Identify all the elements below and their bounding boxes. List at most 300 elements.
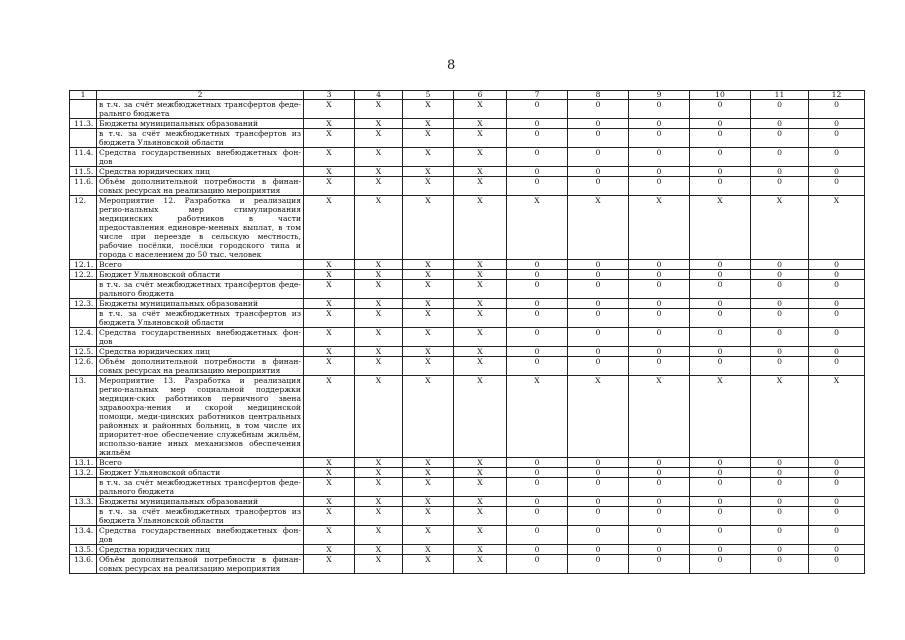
value-cell: 0	[507, 260, 568, 270]
value-cell: 0	[507, 167, 568, 177]
value-cell: 0	[629, 119, 690, 129]
value-cell: X	[355, 270, 403, 280]
value-cell: X	[629, 196, 690, 260]
value-cell: 0	[629, 100, 690, 119]
row-number: 13.2.	[70, 468, 97, 478]
value-cell: X	[454, 478, 507, 497]
value-cell: X	[403, 555, 454, 574]
value-cell: 0	[751, 328, 809, 347]
table-row	[70, 526, 865, 545]
value-cell: 0	[809, 270, 865, 280]
value-cell: 0	[568, 280, 629, 299]
value-cell: 0	[809, 167, 865, 177]
row-number: 12.2.	[70, 270, 97, 280]
value-cell: 0	[568, 100, 629, 119]
value-cell: X	[403, 468, 454, 478]
table-row	[70, 260, 865, 270]
value-cell: 0	[690, 468, 751, 478]
value-cell: X	[751, 196, 809, 260]
value-cell: X	[355, 148, 403, 167]
table-row	[70, 129, 865, 148]
row-number: 12.4.	[70, 328, 97, 347]
table-row	[70, 468, 865, 478]
value-cell: X	[355, 468, 403, 478]
value-cell: X	[454, 458, 507, 468]
value-cell: X	[304, 478, 355, 497]
row-number: 12.6.	[70, 357, 97, 376]
value-cell: 0	[629, 468, 690, 478]
value-cell: X	[568, 376, 629, 458]
value-cell: X	[403, 458, 454, 468]
table-row	[70, 119, 865, 129]
value-cell: 0	[751, 299, 809, 309]
table-row	[70, 545, 865, 555]
row-description: Объём дополнительной потребности в финан-совых ресурсах на реализацию мероприятия	[97, 177, 304, 196]
value-cell: 0	[809, 119, 865, 129]
value-cell: X	[355, 299, 403, 309]
value-cell: 0	[568, 545, 629, 555]
value-cell: X	[454, 526, 507, 545]
value-cell: 0	[507, 526, 568, 545]
row-description: Средства юридических лиц	[97, 167, 304, 177]
value-cell: X	[454, 347, 507, 357]
row-number	[70, 507, 97, 526]
table-row	[70, 328, 865, 347]
value-cell: 0	[809, 177, 865, 196]
table-row	[70, 357, 865, 376]
value-cell: X	[355, 357, 403, 376]
value-cell: 0	[751, 148, 809, 167]
row-number: 12.5.	[70, 347, 97, 357]
row-number	[70, 100, 97, 119]
row-description: Бюджеты муниципальных образований	[97, 497, 304, 507]
column-number: 7	[507, 91, 568, 100]
row-description: Средства юридических лиц	[97, 545, 304, 555]
value-cell: X	[454, 357, 507, 376]
value-cell: X	[355, 526, 403, 545]
value-cell: 0	[568, 458, 629, 468]
value-cell: 0	[629, 309, 690, 328]
value-cell: X	[454, 177, 507, 196]
value-cell: X	[809, 196, 865, 260]
value-cell: 0	[690, 328, 751, 347]
value-cell: X	[304, 260, 355, 270]
value-cell: 0	[809, 497, 865, 507]
row-description: Всего	[97, 458, 304, 468]
value-cell: 0	[751, 280, 809, 299]
value-cell: X	[355, 376, 403, 458]
table-row	[70, 280, 865, 299]
value-cell: X	[304, 309, 355, 328]
value-cell: 0	[568, 347, 629, 357]
value-cell: X	[403, 497, 454, 507]
value-cell: X	[355, 100, 403, 119]
value-cell: 0	[507, 299, 568, 309]
value-cell: 0	[690, 555, 751, 574]
value-cell: X	[454, 309, 507, 328]
value-cell: X	[304, 468, 355, 478]
row-number: 12.1.	[70, 260, 97, 270]
value-cell: X	[304, 328, 355, 347]
row-number: 11.3.	[70, 119, 97, 129]
value-cell: X	[355, 260, 403, 270]
row-number	[70, 309, 97, 328]
value-cell: X	[507, 196, 568, 260]
value-cell: X	[355, 177, 403, 196]
row-description: Бюджеты муниципальных образований	[97, 119, 304, 129]
value-cell: X	[304, 270, 355, 280]
value-cell: 0	[507, 100, 568, 119]
value-cell: X	[304, 280, 355, 299]
value-cell: X	[355, 555, 403, 574]
value-cell: 0	[690, 270, 751, 280]
value-cell: X	[403, 478, 454, 497]
value-cell: X	[809, 376, 865, 458]
row-description: Мероприятие 13. Разработка и реализация регио-нальных мер социальной поддержки медицин-ских работников первичного звена здравоохра-нения и скорой медицинской помощи, меди-цинских работников центральных районных и районных больниц, в том числе их приоритет-ное обеспечение служебным жильём, использо-вание иных механизмов обеспечения жильём	[97, 376, 304, 458]
value-cell: 0	[809, 328, 865, 347]
value-cell: 0	[507, 468, 568, 478]
value-cell: X	[355, 347, 403, 357]
value-cell: X	[507, 376, 568, 458]
value-cell: 0	[809, 299, 865, 309]
table-row	[70, 196, 865, 260]
value-cell: X	[304, 357, 355, 376]
value-cell: 0	[751, 497, 809, 507]
value-cell: 0	[690, 100, 751, 119]
value-cell: 0	[629, 328, 690, 347]
value-cell: 0	[507, 177, 568, 196]
row-description: Средства государственных внебюджетных фон-дов	[97, 526, 304, 545]
value-cell: 0	[809, 100, 865, 119]
value-cell: X	[304, 100, 355, 119]
value-cell: X	[304, 196, 355, 260]
value-cell: X	[355, 328, 403, 347]
table-row	[70, 458, 865, 468]
value-cell: X	[629, 376, 690, 458]
value-cell: 0	[507, 545, 568, 555]
value-cell: X	[454, 545, 507, 555]
value-cell: 0	[568, 309, 629, 328]
value-cell: X	[355, 280, 403, 299]
row-description: в т.ч. за счёт межбюджетных трансфертов из бюджета Ульяновской области	[97, 129, 304, 148]
value-cell: 0	[568, 299, 629, 309]
value-cell: X	[403, 507, 454, 526]
value-cell: X	[568, 196, 629, 260]
value-cell: 0	[751, 526, 809, 545]
table-row	[70, 270, 865, 280]
column-number: 8	[568, 91, 629, 100]
value-cell: X	[690, 196, 751, 260]
value-cell: 0	[690, 280, 751, 299]
value-cell: X	[304, 376, 355, 458]
value-cell: 0	[690, 167, 751, 177]
value-cell: 0	[809, 555, 865, 574]
row-number	[70, 478, 97, 497]
table-row	[70, 376, 865, 458]
value-cell: 0	[629, 458, 690, 468]
table-row	[70, 148, 865, 167]
table-row	[70, 177, 865, 196]
value-cell: 0	[809, 357, 865, 376]
value-cell: 0	[629, 347, 690, 357]
row-description: в т.ч. за счёт межбюджетных трансфертов феде-рального бюджета	[97, 280, 304, 299]
value-cell: 0	[690, 129, 751, 148]
value-cell: 0	[690, 347, 751, 357]
value-cell: X	[454, 555, 507, 574]
value-cell: 0	[751, 347, 809, 357]
table-row	[70, 299, 865, 309]
value-cell: 0	[751, 260, 809, 270]
value-cell: X	[403, 309, 454, 328]
value-cell: 0	[568, 119, 629, 129]
value-cell: X	[454, 119, 507, 129]
value-cell: X	[454, 167, 507, 177]
column-number: 11	[751, 91, 809, 100]
value-cell: 0	[751, 555, 809, 574]
value-cell: X	[454, 497, 507, 507]
value-cell: 0	[751, 167, 809, 177]
value-cell: X	[454, 299, 507, 309]
value-cell: X	[454, 376, 507, 458]
row-description: Средства государственных внебюджетных фон-дов	[97, 148, 304, 167]
value-cell: X	[454, 328, 507, 347]
table-row	[70, 507, 865, 526]
table-row	[70, 478, 865, 497]
value-cell: 0	[809, 545, 865, 555]
value-cell: 0	[507, 507, 568, 526]
value-cell: 0	[629, 148, 690, 167]
row-number: 12.3.	[70, 299, 97, 309]
value-cell: 0	[629, 299, 690, 309]
value-cell: X	[403, 376, 454, 458]
value-cell: 0	[809, 309, 865, 328]
column-number-row	[70, 91, 865, 100]
table-row	[70, 100, 865, 119]
value-cell: 0	[629, 260, 690, 270]
row-number: 11.5.	[70, 167, 97, 177]
value-cell: 0	[690, 507, 751, 526]
financing-table	[69, 90, 865, 574]
value-cell: 0	[690, 119, 751, 129]
value-cell: X	[403, 119, 454, 129]
value-cell: 0	[690, 357, 751, 376]
value-cell: 0	[751, 119, 809, 129]
row-number: 13.6.	[70, 555, 97, 574]
value-cell: X	[304, 167, 355, 177]
column-number: 5	[403, 91, 454, 100]
value-cell: X	[751, 376, 809, 458]
value-cell: X	[454, 270, 507, 280]
value-cell: X	[304, 177, 355, 196]
value-cell: 0	[568, 468, 629, 478]
value-cell: 0	[809, 478, 865, 497]
value-cell: 0	[568, 478, 629, 497]
row-description: Средства государственных внебюджетных фон-дов	[97, 328, 304, 347]
value-cell: 0	[507, 280, 568, 299]
value-cell: X	[454, 129, 507, 148]
value-cell: X	[403, 148, 454, 167]
value-cell: X	[304, 458, 355, 468]
value-cell: 0	[690, 526, 751, 545]
row-number: 13.	[70, 376, 97, 458]
row-number: 12.	[70, 196, 97, 260]
value-cell: X	[454, 100, 507, 119]
value-cell: 0	[507, 458, 568, 468]
value-cell: 0	[568, 526, 629, 545]
value-cell: X	[304, 299, 355, 309]
value-cell: 0	[629, 129, 690, 148]
value-cell: 0	[629, 167, 690, 177]
value-cell: 0	[809, 526, 865, 545]
table-row	[70, 555, 865, 574]
value-cell: X	[304, 526, 355, 545]
value-cell: 0	[751, 309, 809, 328]
value-cell: X	[403, 347, 454, 357]
value-cell: X	[454, 196, 507, 260]
value-cell: X	[403, 260, 454, 270]
value-cell: 0	[629, 507, 690, 526]
value-cell: 0	[751, 507, 809, 526]
value-cell: 0	[507, 478, 568, 497]
row-number: 13.5.	[70, 545, 97, 555]
value-cell: 0	[751, 129, 809, 148]
value-cell: 0	[568, 497, 629, 507]
column-number: 1	[70, 91, 97, 100]
row-description: в т.ч. за счёт межбюджетных трансфертов из бюджета Ульяновской области	[97, 309, 304, 328]
value-cell: 0	[629, 526, 690, 545]
value-cell: 0	[568, 129, 629, 148]
value-cell: X	[355, 309, 403, 328]
value-cell: 0	[690, 260, 751, 270]
value-cell: 0	[568, 270, 629, 280]
value-cell: X	[355, 497, 403, 507]
value-cell: X	[454, 148, 507, 167]
value-cell: 0	[690, 177, 751, 196]
value-cell: 0	[751, 357, 809, 376]
row-description: Бюджет Ульяновской области	[97, 468, 304, 478]
value-cell: X	[403, 280, 454, 299]
value-cell: X	[454, 280, 507, 299]
value-cell: 0	[507, 357, 568, 376]
row-description: Всего	[97, 260, 304, 270]
value-cell: 0	[751, 100, 809, 119]
value-cell: 0	[809, 468, 865, 478]
row-number	[70, 129, 97, 148]
value-cell: 0	[809, 458, 865, 468]
row-number: 13.3.	[70, 497, 97, 507]
column-number: 3	[304, 91, 355, 100]
row-description: Объём дополнительной потребности в финан-совых ресурсах на реализацию мероприятия	[97, 555, 304, 574]
value-cell: 0	[507, 270, 568, 280]
value-cell: 0	[751, 478, 809, 497]
column-number: 6	[454, 91, 507, 100]
table-row	[70, 309, 865, 328]
row-description: Бюджет Ульяновской области	[97, 270, 304, 280]
value-cell: X	[304, 347, 355, 357]
value-cell: 0	[629, 555, 690, 574]
value-cell: X	[355, 478, 403, 497]
value-cell: X	[403, 167, 454, 177]
value-cell: 0	[629, 545, 690, 555]
value-cell: 0	[751, 545, 809, 555]
column-number: 9	[629, 91, 690, 100]
value-cell: 0	[629, 280, 690, 299]
value-cell: X	[403, 100, 454, 119]
value-cell: 0	[507, 328, 568, 347]
value-cell: X	[403, 177, 454, 196]
value-cell: X	[355, 507, 403, 526]
page-number: 8	[447, 58, 456, 73]
column-number: 10	[690, 91, 751, 100]
value-cell: 0	[751, 177, 809, 196]
value-cell: X	[454, 468, 507, 478]
table-row	[70, 347, 865, 357]
column-number: 2	[97, 91, 304, 100]
value-cell: 0	[629, 270, 690, 280]
table-row	[70, 497, 865, 507]
row-description: Бюджеты муниципальных образований	[97, 299, 304, 309]
row-description: Средства юридических лиц	[97, 347, 304, 357]
value-cell: 0	[690, 309, 751, 328]
value-cell: X	[403, 545, 454, 555]
row-description: в т.ч. за счёт межбюджетных трансфертов феде-рального бюджета	[97, 478, 304, 497]
value-cell: 0	[690, 478, 751, 497]
row-description: Объём дополнительной потребности в финан-совых ресурсах на реализацию мероприятия	[97, 357, 304, 376]
value-cell: X	[355, 119, 403, 129]
row-number	[70, 280, 97, 299]
row-description: в т.ч. за счёт межбюджетных трансфертов из бюджета Ульяновской области	[97, 507, 304, 526]
value-cell: 0	[809, 507, 865, 526]
value-cell: 0	[568, 148, 629, 167]
column-number: 12	[809, 91, 865, 100]
value-cell: X	[454, 260, 507, 270]
row-number: 11.6.	[70, 177, 97, 196]
value-cell: X	[403, 526, 454, 545]
value-cell: 0	[507, 129, 568, 148]
value-cell: X	[355, 458, 403, 468]
value-cell: 0	[507, 555, 568, 574]
value-cell: X	[304, 497, 355, 507]
value-cell: 0	[809, 347, 865, 357]
value-cell: 0	[751, 270, 809, 280]
value-cell: 0	[629, 497, 690, 507]
row-description: в т.ч. за счёт межбюджетных трансфертов феде-ральнго бюджета	[97, 100, 304, 119]
value-cell: 0	[809, 148, 865, 167]
value-cell: 0	[568, 328, 629, 347]
value-cell: X	[403, 270, 454, 280]
value-cell: 0	[507, 148, 568, 167]
value-cell: 0	[690, 299, 751, 309]
value-cell: X	[403, 129, 454, 148]
row-description: Мероприятие 12. Разработка и реализация регио-нальных мер стимулирования медицинских работников в части предоставления единовре-менных выплат, в том числе при переезде в сельскую местность, рабочие посёлки, посёлки городского типа и города с населением до 50 тыс. человек	[97, 196, 304, 260]
value-cell: 0	[809, 280, 865, 299]
column-number: 4	[355, 91, 403, 100]
value-cell: 0	[507, 309, 568, 328]
value-cell: X	[304, 119, 355, 129]
value-cell: X	[304, 545, 355, 555]
value-cell: 0	[690, 148, 751, 167]
value-cell: 0	[568, 260, 629, 270]
value-cell: 0	[629, 177, 690, 196]
value-cell: X	[690, 376, 751, 458]
value-cell: 0	[690, 497, 751, 507]
value-cell: 0	[629, 478, 690, 497]
value-cell: 0	[809, 129, 865, 148]
value-cell: X	[454, 507, 507, 526]
value-cell: X	[403, 328, 454, 347]
value-cell: 0	[629, 357, 690, 376]
value-cell: X	[304, 507, 355, 526]
